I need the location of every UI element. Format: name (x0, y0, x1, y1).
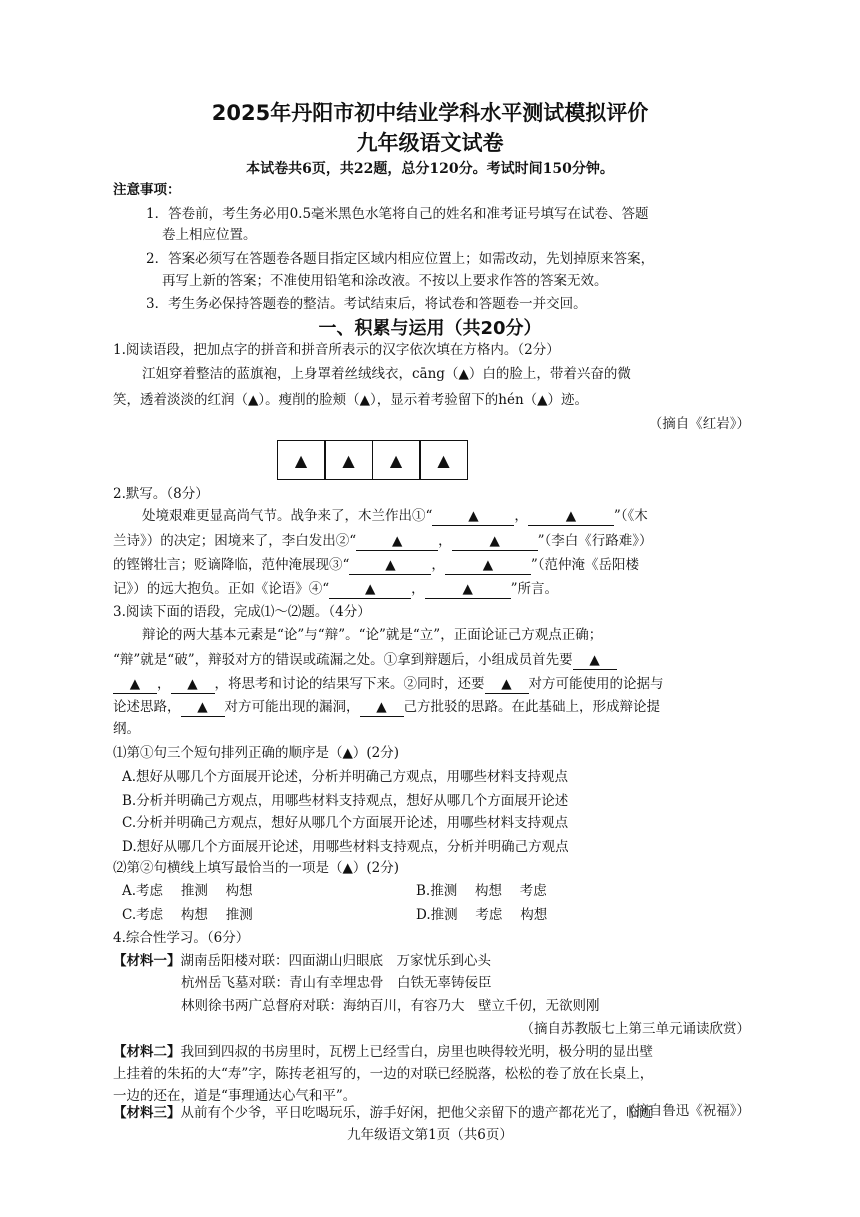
q2-line (142, 507, 648, 526)
q2-text: ， (514, 508, 528, 524)
fill-blank[interactable]: ▲ (349, 556, 431, 575)
exam-title: 2025年丹阳市初中结业学科水平测试模拟评价 (211, 101, 649, 125)
answer-box[interactable]: ▲ (419, 440, 468, 480)
q3-passage-line (113, 698, 660, 717)
fill-blank[interactable]: ▲ (573, 651, 617, 670)
q1-stem: 1.阅读语段，把加点字的拼音和拼音所表示的汉字依次填在方格内。（2分） (113, 342, 560, 358)
fill-blank[interactable]: ▲ (329, 580, 411, 599)
q3-text: ， (157, 676, 171, 692)
q2-text: ”（范仲淹《岳阳楼 (530, 557, 640, 573)
material-1-source: （摘自苏教版七上第三单元诵读欣赏） (520, 1021, 750, 1037)
q2-text: ”（《木 (613, 508, 648, 524)
notice-item: 卷上相应位置。 (162, 227, 257, 243)
fill-blank[interactable]: ▲ (356, 532, 438, 551)
q2-text: 的铿锵壮言；贬谪降临，范仲淹展现③“ (113, 557, 350, 573)
material-3-line (113, 1104, 653, 1122)
q3-passage-line (113, 675, 664, 694)
option-c[interactable]: C.考虑 构想 推测 (122, 907, 253, 923)
fill-blank[interactable]: ▲ (113, 675, 157, 694)
q3-text: 对方可能使用的论据与 (528, 676, 664, 692)
notice-item: 2．答案必须写在答题卷各题目指定区域内相应位置上；如需改动，先划掉原来答案， (146, 251, 655, 267)
q2-text: 处境艰难更显高尚气节。战争来了，木兰作出①“ (142, 508, 433, 524)
q3-sub1: ⑴第①句三个短句排列正确的顺序是（▲）(2分) (113, 745, 400, 761)
couplet-line: 林则徐书两广总督府对联：海纳百川，有容乃大 壁立千仞，无欲则刚 (181, 998, 600, 1014)
q1-source: （摘自《红岩》） (648, 416, 750, 432)
q1-passage-line: 笑，透着淡淡的红润（▲）。瘦削的脸颊（▲），显示着考验留下的hén（▲）迹。 (113, 392, 589, 408)
notice-item: 3．考生务必保持答题卷的整洁。考试结束后，将试卷和答题卷一并交回。 (146, 296, 587, 312)
answer-box-grid (278, 440, 468, 480)
notice-item: 1．答卷前，考生务必用0.5毫米黑色水笔将自己的姓名和准考证号填写在试卷、答题 (146, 206, 649, 222)
option-a[interactable]: A.想好从哪几个方面展开论述，分析并明确己方观点，用哪些材料支持观点 (122, 769, 569, 785)
q2-text: ”（李白《行路难》） (537, 533, 653, 549)
q2-text: ， (438, 533, 452, 549)
section-title: 一、积累与运用（共20分） (318, 318, 542, 339)
q2-text: ”所言。 (510, 581, 559, 597)
fill-blank[interactable]: ▲ (425, 580, 511, 599)
material-text: 上挂着的朱拓的大“寿”字，陈抟老祖写的，一边的对联已经脱落，松松的卷了放在长桌上， (113, 1066, 654, 1082)
q2-line (113, 580, 558, 599)
q2-stem: 2.默写。（8分） (113, 486, 209, 502)
q3-sub2: ⑵第②句横线上填写最恰当的一项是（▲）(2分) (113, 860, 400, 876)
fill-blank[interactable]: ▲ (528, 507, 614, 526)
option-c[interactable]: C.分析并明确己方观点，想好从哪几个方面展开论述，用哪些材料支持观点 (122, 815, 569, 831)
q3-text: 对方可能出现的漏洞， (224, 699, 360, 715)
fill-blank[interactable]: ▲ (432, 507, 514, 526)
notice-item: 再写上新的答案；不准使用铅笔和涂改液。不按以上要求作答的答案无效。 (162, 273, 608, 289)
answer-box[interactable]: ▲ (372, 440, 421, 480)
option-d[interactable]: D.推测 考虑 构想 (416, 907, 548, 923)
q3-text: “辩”就是“破”，辩驳对方的错误或疏漏之处。①拿到辩题后，小组成员首先要 (113, 652, 573, 668)
q2-line (113, 532, 653, 551)
material-1 (113, 952, 491, 970)
answer-box[interactable]: ▲ (277, 440, 326, 480)
q3-text: 论述思路， (113, 699, 181, 715)
option-b[interactable]: B.分析并明确己方观点，用哪些材料支持观点，想好从哪几个方面展开论述 (122, 793, 569, 809)
fill-blank[interactable]: ▲ (445, 556, 531, 575)
q1-passage-line: 江姐穿着整洁的蓝旗袍，上身罩着丝绒线衣，cāng（▲）白的脸上，带着兴奋的微 (142, 366, 631, 382)
option-d[interactable]: D.想好从哪几个方面展开论述，用哪些材料支持观点，分析并明确己方观点 (122, 839, 569, 855)
material-label: 【材料一】 (113, 953, 181, 969)
q2-text: ， (411, 581, 425, 597)
option-b[interactable]: B.推测 构想 考虑 (416, 883, 547, 899)
exam-subtitle: 九年级语文试卷 (356, 131, 504, 155)
notice-heading: 注意事项： (113, 182, 181, 198)
q2-line (113, 556, 639, 575)
q3-passage-line: 纲。 (113, 721, 140, 737)
q3-passage-line: 辩论的两大基本元素是“论”与“辩”。“论”就是“立”，正面论证己方观点正确； (142, 627, 603, 643)
q3-text: 己方批驳的思路。在此基础上，形成辩论提 (403, 699, 660, 715)
material-label: 【材料二】 (113, 1044, 181, 1060)
couplet-line: 杭州岳飞墓对联：青山有幸埋忠骨 白铁无辜铸佞臣 (181, 975, 492, 991)
material-text: 从前有个少爷，平日吃喝玩乐，游手好闲，把他父亲留下的遗产都花光了，临近 (180, 1105, 653, 1121)
material-text: 一边的还在，道是“事理通达心气和平”。 (113, 1088, 357, 1104)
q3-passage-line (113, 651, 617, 670)
material-label: 【材料三】 (113, 1105, 181, 1121)
fill-blank[interactable]: ▲ (452, 532, 538, 551)
q4-stem: 4.综合性学习。（6分） (113, 930, 250, 946)
answer-box[interactable]: ▲ (324, 440, 373, 480)
q3-text: ，将思考和讨论的结果写下来。②同时，还要 (214, 676, 485, 692)
q2-text: ， (431, 557, 445, 573)
option-a[interactable]: A.考虑 推测 构想 (122, 883, 253, 899)
q2-text: 记》）的远大抱负。正如《论语》④“ (113, 581, 330, 597)
material-2 (113, 1043, 653, 1061)
q3-stem: 3.阅读下面的语段，完成⑴～⑵题。（4分） (113, 604, 371, 620)
material-2-source: （摘自鲁迅《祝福》） (621, 1103, 750, 1119)
fill-blank[interactable]: ▲ (360, 698, 404, 717)
fill-blank[interactable]: ▲ (181, 698, 225, 717)
couplet-line: 湖南岳阳楼对联：四面湖山归眼底 万家忧乐到心头 (180, 953, 491, 969)
q2-text: 兰诗》）的决定；困境来了，李白发出②“ (113, 533, 357, 549)
page-footer: 九年级语文第1页（共6页） (347, 1127, 513, 1143)
fill-blank[interactable]: ▲ (485, 675, 529, 694)
material-text: 我回到四叔的书房里时，瓦楞上已经雪白，房里也映得较光明，极分明的显出壁 (180, 1044, 653, 1060)
exam-info: 本试卷共6页，共22题，总分120分。考试时间150分钟。 (246, 161, 614, 177)
fill-blank[interactable]: ▲ (171, 675, 215, 694)
